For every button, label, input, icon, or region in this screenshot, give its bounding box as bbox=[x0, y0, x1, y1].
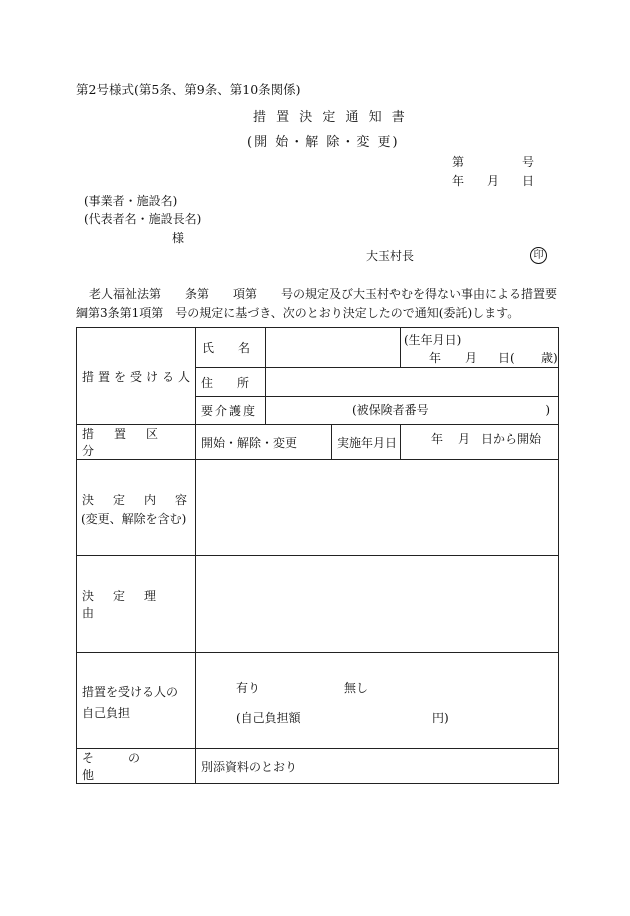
other-label-cell bbox=[77, 749, 196, 784]
address-label-cell bbox=[196, 368, 266, 397]
document-subtitle: (開 始・解 除・変 更) bbox=[247, 135, 400, 150]
subject-label-cell bbox=[77, 328, 196, 425]
copay-label-line1: 措置を受ける人の bbox=[82, 685, 179, 699]
reason-label: 決定理由 bbox=[82, 589, 176, 620]
copay-label-cell bbox=[77, 653, 196, 749]
decision-label: 決定内容 bbox=[82, 493, 207, 507]
effective-date-label-cell bbox=[332, 425, 401, 460]
copay-label-line2: 自己負担 bbox=[82, 706, 131, 720]
birth-month-label: 月 bbox=[465, 351, 478, 365]
other-value: 別添資料のとおり bbox=[201, 759, 298, 774]
name-field[interactable] bbox=[266, 328, 401, 368]
effective-date-label: 実施年月日 bbox=[337, 435, 398, 450]
form-number: 第2号様式(第5条、第9条、第10条関係) bbox=[76, 82, 301, 97]
copay-yes-option[interactable]: 有り bbox=[236, 681, 261, 695]
effective-year-label: 年 bbox=[431, 432, 444, 446]
reason-field[interactable] bbox=[196, 556, 559, 653]
care-level-field[interactable] bbox=[266, 397, 559, 425]
notice-table bbox=[76, 327, 559, 784]
body-text-line2: 綱第3条第1項第 号の規定に基づき、次のとおり決定したので通知(委託)します。 bbox=[76, 306, 520, 320]
date-month-label: 月 bbox=[487, 174, 500, 188]
effective-date-field[interactable] bbox=[401, 425, 559, 460]
decision-note: (変更、解除を含む) bbox=[81, 512, 187, 526]
subject-label: 措置を受ける人 bbox=[82, 369, 195, 384]
copay-field[interactable] bbox=[196, 653, 559, 749]
other-label: その他 bbox=[82, 751, 175, 782]
other-value-cell[interactable] bbox=[196, 749, 559, 784]
copay-amount-label: (自己負担額 bbox=[236, 711, 301, 725]
address-label: 住 所 bbox=[201, 375, 250, 390]
category-label: 措置区分 bbox=[82, 427, 179, 458]
body-text-line1: 老人福祉法第 条第 項第 号の規定及び大玉村やむを得ない事由による措置要 bbox=[89, 287, 558, 301]
category-value: 開始・解除・変更 bbox=[201, 435, 298, 450]
birth-day-label: 日( bbox=[498, 351, 515, 365]
doc-number-dai: 第 bbox=[452, 155, 465, 169]
category-label-cell bbox=[77, 425, 196, 460]
addressee-honorific: 様 bbox=[172, 231, 185, 245]
decision-label-cell bbox=[77, 460, 207, 556]
care-level-label: 要介護度 bbox=[201, 404, 258, 418]
address-field[interactable] bbox=[266, 368, 559, 397]
insured-number-label: (被保険者番号 bbox=[352, 403, 429, 417]
name-label-cell bbox=[196, 328, 266, 368]
birth-year-label: 年 bbox=[429, 351, 442, 365]
insured-number-close: ) bbox=[545, 403, 550, 417]
copay-yen-label: 円) bbox=[432, 711, 449, 725]
effective-start-label: 日から開始 bbox=[481, 432, 542, 446]
age-label: 歳) bbox=[541, 351, 558, 365]
seal-stamp: 印 bbox=[530, 247, 547, 264]
document-title: 措 置 決 定 通 知 書 bbox=[253, 110, 408, 125]
addressee-facility-name: (事業者・施設名) bbox=[84, 194, 178, 208]
birthdate-label: (生年月日) bbox=[404, 333, 462, 347]
decision-content-field[interactable] bbox=[196, 460, 559, 556]
doc-number-go: 号 bbox=[522, 155, 535, 169]
effective-month-label: 月 bbox=[458, 432, 471, 446]
category-value-cell[interactable] bbox=[196, 425, 332, 460]
reason-label-cell bbox=[77, 556, 196, 653]
date-day-label: 日 bbox=[522, 174, 535, 188]
date-year-label: 年 bbox=[452, 174, 465, 188]
copay-no-option[interactable]: 無し bbox=[344, 681, 369, 695]
name-label: 氏 名 bbox=[202, 341, 251, 355]
sender-name: 大玉村長 bbox=[366, 249, 415, 263]
care-level-label-cell bbox=[196, 397, 266, 425]
addressee-representative: (代表者名・施設長名) bbox=[84, 212, 202, 226]
birthdate-cell[interactable] bbox=[401, 328, 559, 368]
